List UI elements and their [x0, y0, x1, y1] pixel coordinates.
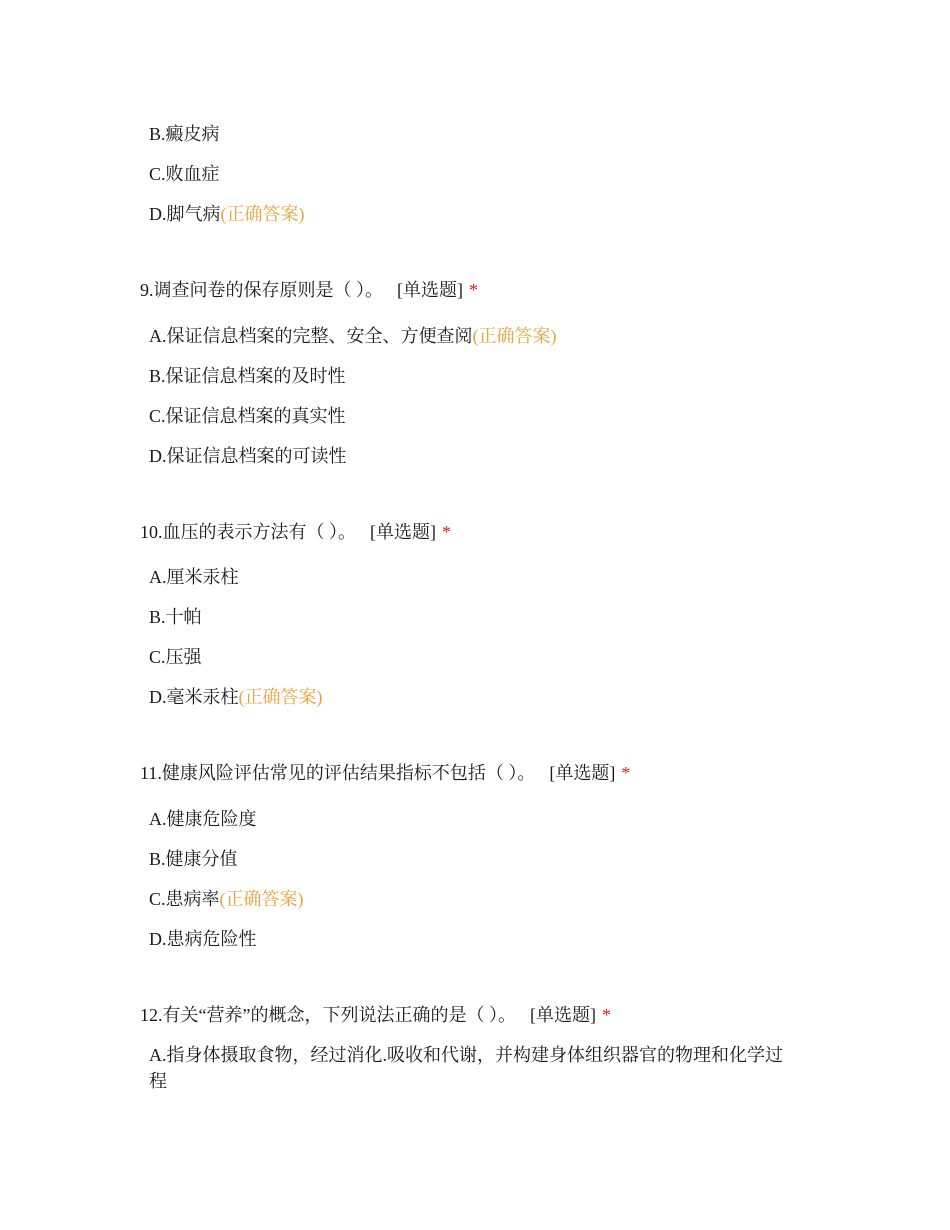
q10-options [149, 566, 323, 726]
option-q11-a[interactable] [149, 808, 304, 848]
option-q9-d[interactable] [149, 445, 557, 485]
correct-answer-tag: (正确答案) [238, 687, 323, 707]
option-q9-c[interactable] [149, 405, 557, 445]
question-type: [单选题] [370, 522, 436, 542]
option-q12-a[interactable] [149, 1042, 799, 1094]
question-text: 12.有关“营养”的概念，下列说法正确的是（ ）。 [140, 1005, 516, 1025]
question-type: [单选题] [397, 280, 463, 300]
question-10-title [140, 521, 451, 543]
option-q10-b[interactable] [149, 606, 323, 646]
option-label: A.厘米汞柱 [149, 567, 239, 587]
q11-options [149, 808, 304, 968]
option-label: D.脚气病 [149, 204, 221, 224]
q9-options [149, 325, 557, 485]
option-label: D.保证信息档案的可读性 [149, 446, 347, 466]
question-type: [单选题] [529, 1005, 596, 1025]
option-label: A.保证信息档案的完整、安全、方便查阅 [149, 326, 473, 346]
option-label: B.十帕 [149, 607, 202, 627]
option-label: A.指身体摄取食物，经过消化.吸收和代谢，并构建身体组织器官的物理和化学过程 [149, 1045, 783, 1091]
option-q10-c[interactable] [149, 646, 323, 686]
option-label: A.健康危险度 [149, 809, 257, 829]
option-q9-a[interactable] [149, 325, 557, 365]
correct-answer-tag: (正确答案) [472, 326, 557, 346]
option-label: B.健康分值 [149, 849, 238, 869]
option-label: C.败血症 [149, 164, 220, 184]
question-text: 11.健康风险评估常见的评估结果指标不包括（ ）。 [140, 763, 536, 783]
option-label: C.压强 [149, 647, 202, 667]
option-q8-b[interactable] [149, 123, 305, 163]
question-11-title [140, 762, 630, 784]
option-q10-d[interactable] [149, 686, 323, 726]
option-label: C.保证信息档案的真实性 [149, 406, 346, 426]
question-type: [单选题] [549, 763, 616, 783]
option-label: B.保证信息档案的及时性 [149, 366, 346, 386]
option-label: D.患病危险性 [149, 929, 257, 949]
question-12-title [140, 1004, 611, 1026]
question-text: 9.调查问卷的保存原则是（ ）。 [140, 280, 383, 300]
q12-options [149, 1042, 799, 1094]
required-mark: * [601, 1005, 611, 1025]
option-q11-b[interactable] [149, 848, 304, 888]
correct-answer-tag: (正确答案) [219, 889, 304, 909]
required-mark: * [442, 522, 451, 542]
option-q11-d[interactable] [149, 928, 304, 968]
option-label: B.癜皮病 [149, 124, 220, 144]
option-q8-c[interactable] [149, 163, 305, 203]
correct-answer-tag: (正确答案) [220, 204, 305, 224]
option-q11-c[interactable] [149, 888, 304, 928]
option-q8-d[interactable] [149, 203, 305, 243]
q8-options [149, 123, 305, 243]
option-label: C.患病率 [149, 889, 220, 909]
required-mark: * [469, 280, 478, 300]
option-q9-b[interactable] [149, 365, 557, 405]
question-text: 10.血压的表示方法有（ ）。 [140, 522, 356, 542]
option-label: D.毫米汞柱 [149, 687, 239, 707]
question-9-title [140, 279, 478, 301]
required-mark: * [621, 763, 631, 783]
option-q10-a[interactable] [149, 566, 323, 606]
